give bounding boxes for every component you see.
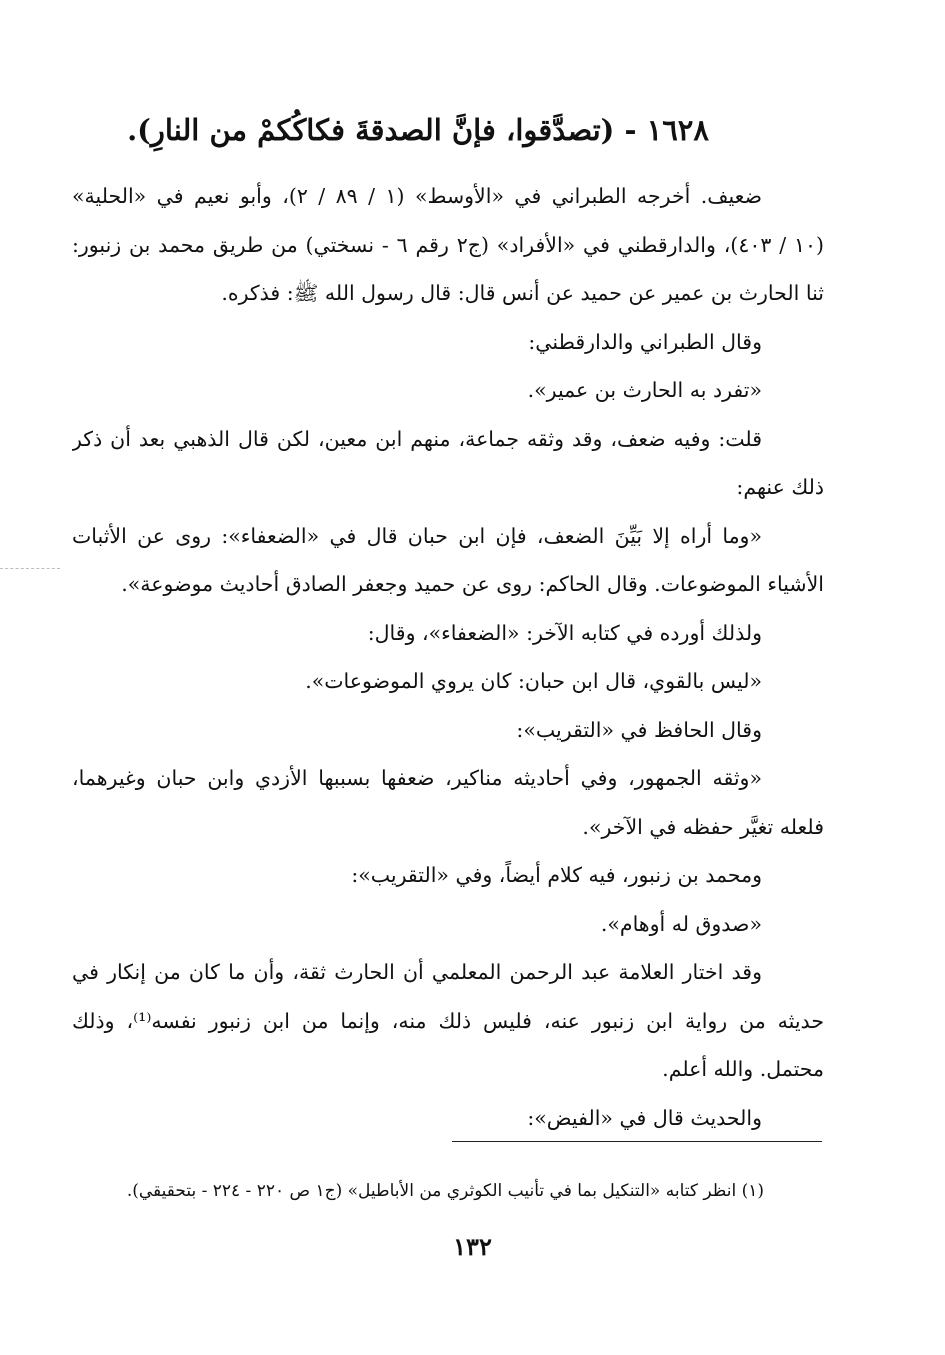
text-line: ومحمد بن زنبور، فيه كلام أيضاً، وفي «التقريب»:	[351, 863, 762, 887]
text-line: ذلك عنهم:	[736, 475, 824, 499]
page-number: ١٣٢	[453, 1232, 492, 1261]
hadith-heading: ١٦٢٨ - (تصدَّقوا، فإنَّ الصدقةَ فكاكُكمْ من النارِ).	[127, 113, 709, 147]
text-line: ضعيف. أخرجه الطبراني في «الأوسط» (١ / ٨٩ / ٢)، وأبو نعيم في «الحلية»	[72, 184, 762, 208]
text-line: وقد اختار العلامة عبد الرحمن المعلمي أن الحارث ثقة، وأن ما كان من إنكار في	[72, 960, 762, 984]
text-line: الأشياء الموضوعات. وقال الحاكم: روى عن حميد وجعفر الصادق أحاديث موضوعة».	[121, 572, 824, 596]
text-line: قلت: وفيه ضعف، وقد وثقه جماعة، منهم ابن معين، لكن قال الذهبي بعد أن ذكر	[72, 426, 762, 451]
text-line: «ليس بالقوي، قال ابن حبان: كان يروي الموضوعات».	[305, 669, 762, 693]
scan-edge-mark	[0, 568, 60, 569]
page-body	[72, 108, 824, 1142]
text-line: (١٠ / ٤٠٣)، والدارقطني في «الأفراد» (ج٢ رقم ٦ - نسختي) من طريق محمد بن زنبور:	[72, 232, 824, 257]
text-line: فلعله تغيَّر حفظه في الآخر».	[582, 814, 824, 839]
text-line: ثنا الحارث بن عمير عن حميد عن أنس قال: قال رسول الله ﷺ: فذكره.	[221, 281, 824, 305]
text-line: حديثه من رواية ابن زنبور عنه، فليس ذلك منه، وإنما من ابن زنبور نفسه⁽¹⁾، وذلك	[72, 1008, 824, 1033]
footnote-divider	[452, 1141, 822, 1142]
footnote: (١) انظر كتابه «التنكيل بما في تأنيب الكوثري من الأباطيل» (ج١ ص ٢٢٠ - ٢٢٤ - بتحقيقي).	[126, 1181, 764, 1201]
text-line: محتمل. والله أعلم.	[662, 1057, 824, 1081]
text-line: «وما أراه إلا بَيِّنَ الضعف، فإن ابن حبان قال في «الضعفاء»: روى عن الأثبات	[72, 523, 762, 548]
text-line: ولذلك أورده في كتابه الآخر: «الضعفاء»، وقال:	[367, 620, 762, 645]
text-line: «وثقه الجمهور، وفي أحاديثه مناكير، ضعفها بسببها الأزدي وابن حبان وغيرهما،	[72, 766, 762, 790]
text-line: «تفرد به الحارث بن عمير».	[527, 378, 762, 402]
text-line: وقال الحافظ في «التقريب»:	[516, 717, 762, 742]
text-line: «صدوق له أوهام».	[600, 911, 762, 936]
text-line: والحديث قال في «الفيض»:	[527, 1105, 762, 1130]
text-line: وقال الطبراني والدارقطني:	[528, 329, 762, 354]
